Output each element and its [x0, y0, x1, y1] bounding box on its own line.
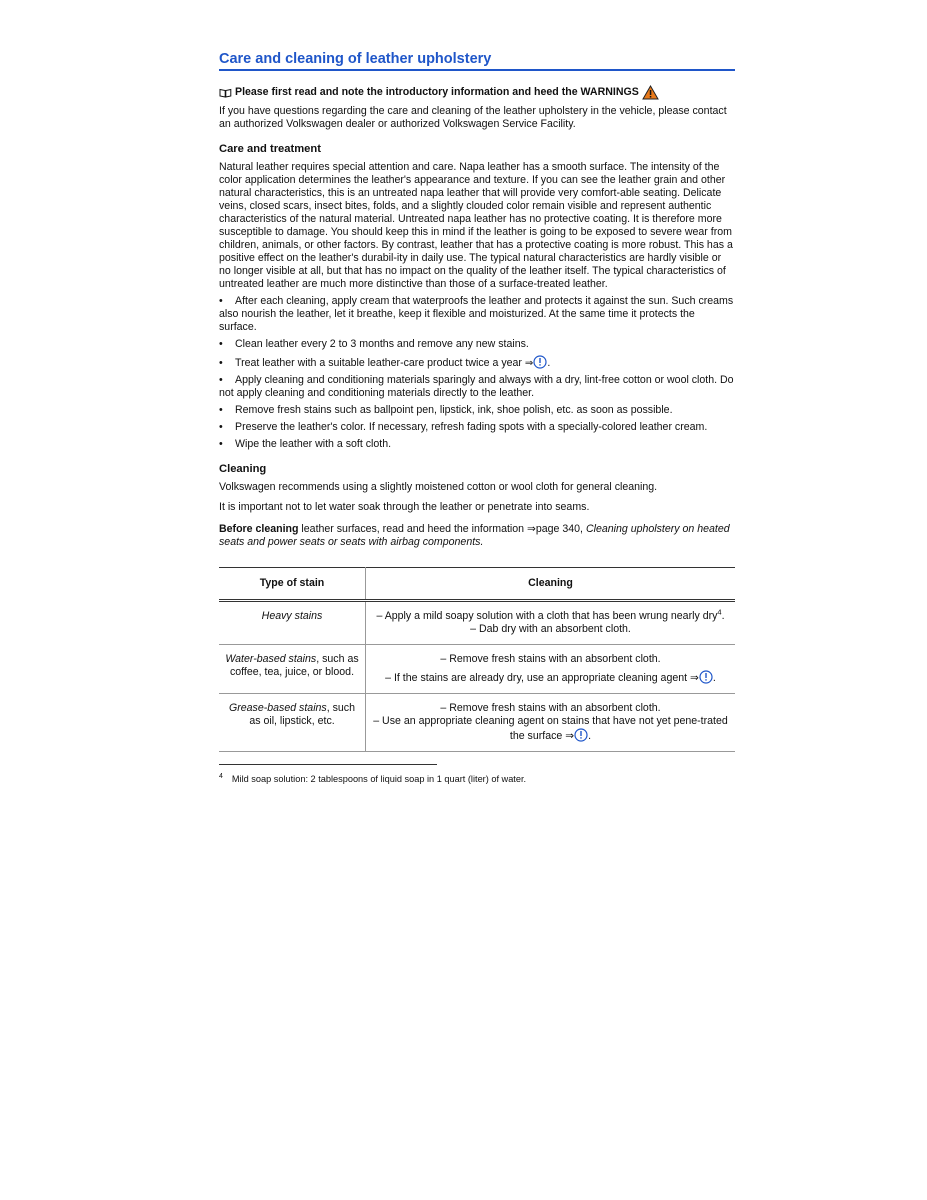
- link-title[interactable]: Cleaning upholstery on heated seats and power seats or seats with airbag components.: [219, 523, 730, 548]
- caution-circle-icon[interactable]: [699, 670, 713, 684]
- intro-notice: [219, 85, 735, 100]
- cleaning-heading: Cleaning: [219, 463, 267, 475]
- stain-type-cell: Heavy stains: [219, 601, 366, 645]
- column-header-cleaning: Cleaning: [366, 568, 736, 601]
- footnote-number: 4: [219, 773, 223, 780]
- list-item: • Apply cleaning and conditioning materials sparingly and always with a dry, lint-free cotton or wool cloth. Do not apply cleaning and conditioning materials directly to the leather.: [219, 374, 734, 399]
- cleaning-cell: – Apply a mild soapy solution with a cloth that has been wrung nearly dry$^4$. – Dab dry with an absorbent cloth.: [366, 601, 736, 645]
- table-row: [219, 645, 735, 694]
- cleaning-cell: – Remove fresh stains with an absorbent cloth. – Use an appropriate cleaning agent on stains that have not yet pene-trated the surface ⇒ .: [366, 694, 736, 752]
- caution-circle-icon[interactable]: [574, 728, 588, 742]
- cleaning-paragraph-1: Volkswagen recommends using a slightly moistened cotton or wool cloth for general cleaning.: [219, 481, 658, 493]
- intro-paragraph: If you have questions regarding the care and cleaning of the leather upholstery in the vehicle, please contact an authorized Volkswagen dealer or authorized Volkswagen Service Facility.: [219, 105, 727, 130]
- cleaning-paragraph-2: It is important not to let water soak through the leather or penetrate into seams.: [219, 501, 590, 513]
- table-row: [219, 694, 735, 752]
- list-item: • Wipe the leather with a soft cloth.: [219, 438, 392, 450]
- footnote-divider: [219, 764, 437, 765]
- page: [219, 50, 735, 786]
- stain-type-cell: Water-based stains, such as coffee, tea, juice, or blood.: [219, 645, 366, 694]
- caution-circle-icon[interactable]: [533, 355, 547, 369]
- table-row: [219, 601, 735, 645]
- book-icon: [219, 88, 232, 98]
- warning-triangle-icon[interactable]: [642, 85, 659, 100]
- notice-text: Please first read and note the introductory information and heed the WARNINGS: [235, 86, 639, 98]
- list-item: • After each cleaning, apply cream that waterproofs the leather and protects it against the sun. Such creams also nourish the leather, let it breathe, keep it flexible and moisturized. At the same time it protects the surface.: [219, 295, 734, 333]
- reference-arrow: ⇒: [565, 730, 575, 742]
- page-title: Care and cleaning of leather upholstery: [219, 50, 735, 71]
- reference-arrow: ⇒: [526, 523, 536, 535]
- stain-type-cell: Grease-based stains, such as oil, lipstick, etc.: [219, 694, 366, 752]
- page-link[interactable]: page 340,: [535, 523, 586, 535]
- care-heading: Care and treatment: [219, 143, 321, 155]
- cleaning-cell: – Remove fresh stains with an absorbent cloth. – If the stains are already dry, use an appropriate cleaning agent ⇒ .: [366, 645, 736, 694]
- column-header-stain: Type of stain: [219, 568, 366, 601]
- list-item: • Preserve the leather's color. If necessary, refresh fading spots with a specially-colored leather cream.: [219, 421, 708, 433]
- reference-arrow: ⇒: [690, 672, 699, 684]
- footnote-ref[interactable]: 4: [717, 607, 722, 617]
- list-item: • Treat leather with a suitable leather-care product twice a year ⇒ .: [219, 357, 551, 369]
- footnote: $^4$ Mild soap solution: 2 tablespoons of liquid soap in 1 quart (liter) of water.: [219, 773, 527, 784]
- care-list: [219, 295, 735, 451]
- list-item: • Remove fresh stains such as ballpoint pen, lipstick, ink, shoe polish, etc. as soon as possible.: [219, 404, 673, 416]
- stain-table: [219, 567, 735, 752]
- care-paragraph: Natural leather requires special attention and care. Napa leather has a smooth surface. The intensity of the color application determines the leather's appearance and texture. If you can see the leather grain and other natural characteristics, this is an untreated napa leather that will provide very comfort-able seating. Delicate veins, closed scars, insect bites, folds, and a slightly clouded color remain visible and represent authentic characteristics of the natural material. Untreated napa leather has no protective coating. It is therefore more susceptible to damage. You should keep this in mind if the leather is going to be exposed to severe wear from children, animals, or other factors. By contrast, leather that has a protective coating is more robust. This has a positive effect on the leather's durabil-ity in daily use. The typical natural characteristics are hardly visible or no longer visible at all, but that has no impact on the quality of the leather itself. The typical characteristics of untreated leather are much more distinctive than those of a surface-treated leather.: [219, 161, 733, 290]
- before-cleaning-paragraph: Before cleaning leather surfaces, read and heed the information ⇒page 340, Cleaning upholstery on heated seats and power seats or seats with airbag components.: [219, 523, 730, 548]
- list-item: • Clean leather every 2 to 3 months and remove any new stains.: [219, 338, 529, 350]
- reference-arrow: ⇒: [524, 358, 534, 369]
